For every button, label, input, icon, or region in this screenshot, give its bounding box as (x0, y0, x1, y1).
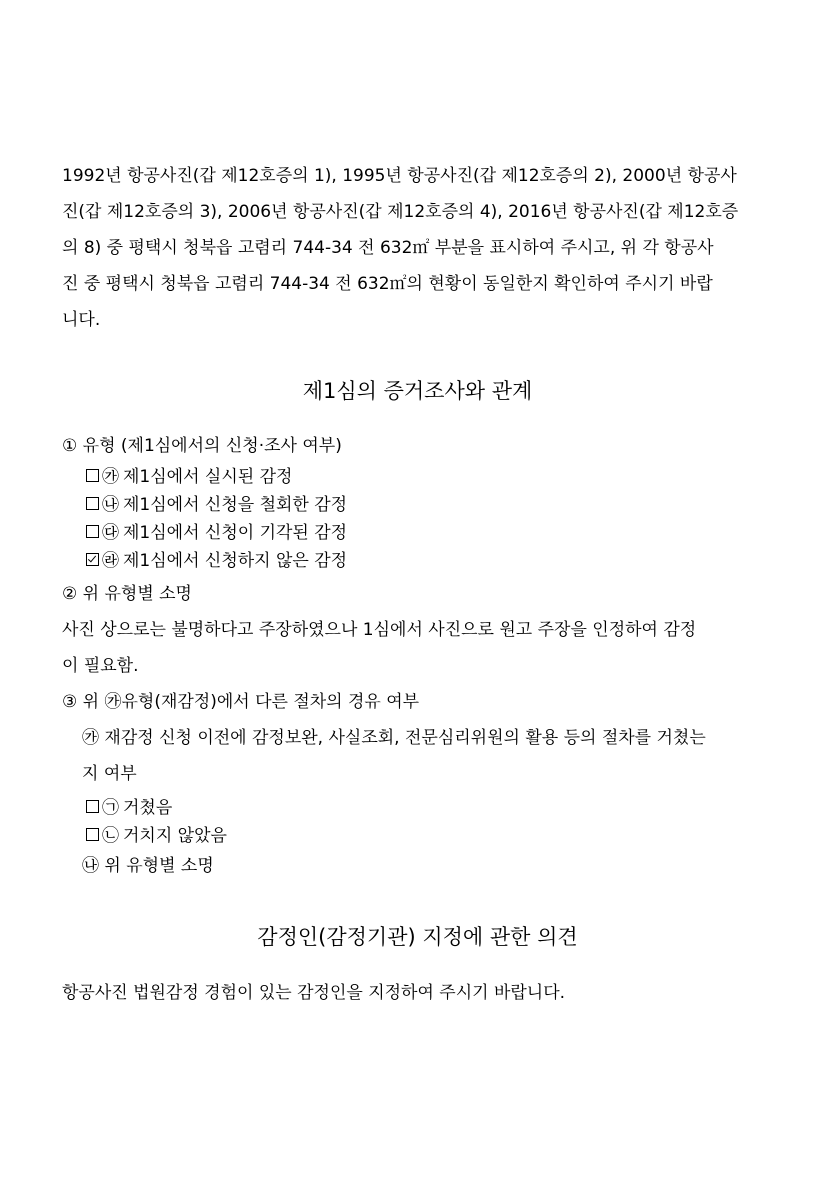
sub-a-line: ㉮ 재감정 신청 이전에 감정보완, 사실조회, 전문심리위원의 활용 등의 절차를 거쳤는 (82, 728, 706, 748)
option-row (86, 547, 347, 575)
option-text: 거치지 않았음 (123, 826, 227, 846)
item2-line: 이 필요함. (62, 656, 139, 676)
checkbox[interactable] (86, 497, 99, 510)
option-marker: ㉮ (102, 467, 119, 487)
intro-line: 진 중 평택시 청북읍 고렴리 744-34 전 632㎡의 현황이 동일한지 확인하여 주시기 바랍 (62, 274, 713, 294)
intro-line: 의 8) 중 평택시 청북읍 고렴리 744-34 전 632㎡ 부분을 표시하여 주시고, 위 각 항공사 (62, 238, 714, 258)
option-row (86, 519, 347, 547)
checkbox[interactable] (86, 800, 99, 813)
option-text: 제1심에서 신청이 기각된 감정 (123, 523, 348, 543)
sub-a-line: 지 여부 (82, 764, 137, 784)
option-marker: ㉯ (102, 495, 119, 515)
item1-label: ① 유형 (제1심에서의 신청·조사 여부) (62, 436, 342, 456)
item2-label: ② 위 유형별 소명 (62, 584, 192, 604)
checkbox[interactable] (86, 469, 99, 482)
option-text: 제1심에서 실시된 감정 (123, 467, 293, 487)
section-heading-appraiser: 감정인(감정기관) 지정에 관한 의견 (257, 925, 578, 949)
option-row (86, 463, 292, 491)
appraiser-opinion: 항공사진 법원감정 경험이 있는 감정인을 지정하여 주시기 바랍니다. (62, 983, 566, 1003)
option-row (86, 822, 227, 850)
option-marker: ㉰ (102, 523, 119, 543)
checkbox[interactable] (86, 828, 99, 841)
item3-sub-a (82, 720, 772, 792)
checkbox[interactable] (86, 525, 99, 538)
option-row (86, 794, 172, 822)
option-text: 제1심에서 신청을 철회한 감정 (123, 495, 348, 515)
option-marker: ㉡ (102, 826, 119, 846)
item2-body (62, 612, 774, 684)
item3-label: ③ 위 ㉮유형(재감정)에서 다른 절차의 경유 여부 (62, 692, 420, 712)
intro-paragraph (62, 158, 774, 338)
intro-line: 1992년 항공사진(갑 제12호증의 1), 1995년 항공사진(갑 제12호증의 2), 2000년 항공사 (62, 166, 737, 186)
item2-line: 사진 상으로는 불명하다고 주장하였으나 1심에서 사진으로 원고 주장을 인정하여 감정 (62, 620, 697, 640)
option-text: 거쳤음 (123, 798, 173, 818)
section-heading-evidence: 제1심의 증거조사와 관계 (302, 379, 533, 403)
option-row (86, 491, 347, 519)
intro-line: 니다. (62, 310, 101, 330)
checkbox-checked[interactable] (86, 553, 99, 566)
intro-line: 진(갑 제12호증의 3), 2006년 항공사진(갑 제12호증의 4), 2016년 항공사진(갑 제12호증 (62, 202, 739, 222)
option-text: 제1심에서 신청하지 않은 감정 (123, 551, 348, 571)
option-marker: ㉠ (102, 798, 119, 818)
item3-sub-b: ㉯ 위 유형별 소명 (82, 856, 214, 876)
option-marker: ㉱ (102, 551, 119, 571)
